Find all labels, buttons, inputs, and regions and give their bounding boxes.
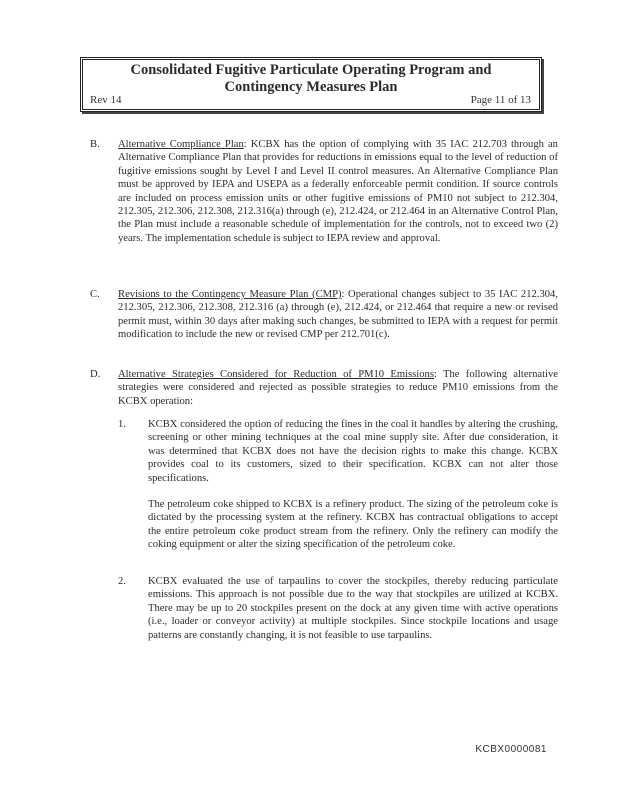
section-b	[90, 138, 558, 245]
list-item-1	[118, 418, 558, 552]
list-item-body	[148, 575, 558, 642]
section-text: : Operational changes subject to 35 IAC 212.304, 212.305, 212.306, 212.308, 212.316 (a) through (e), 212.424, or 212.464 that require a new or revised permit must, within 30 days after making such changes, be submitted to IEPA with a request for permit modification to include the new or revised CMP per 212.701(c).	[118, 289, 558, 341]
list-item-body	[148, 418, 558, 552]
section-heading: Alternative Compliance Plan	[118, 139, 244, 150]
section-letter: C.	[90, 289, 100, 300]
section-body	[118, 368, 558, 408]
section-heading: Alternative Strategies Considered for Reduction of PM10 Emissions	[118, 369, 434, 380]
document-header	[80, 57, 542, 112]
section-letter: D.	[90, 369, 101, 380]
list-item-number: 2.	[118, 576, 126, 587]
section-body	[118, 138, 558, 245]
list-item-paragraph: The petroleum coke shipped to KCBX is a refinery product. The sizing of the petroleum coke is dictated by the processing system at the refinery. KCBX has contractual obligations to accept the entire petroleum coke product stream from the refinery. Only the refinery can modify the coking equipment or alter the sizing specification of the petroleum coke.	[148, 499, 558, 551]
section-d	[90, 368, 558, 408]
revision-label: Rev 14	[90, 94, 122, 106]
title-line-1: Consolidated Fugitive Particulate Operating Program and	[130, 62, 492, 78]
list-item-paragraph: KCBX evaluated the use of tarpaulins to cover the stockpiles, thereby reducing particulate emissions. This approach is not possible due to the way that stockpiles are utilized at KCBX. There may be up to 20 stockpiles present on the dock at any given time with active operations (i.e., loader or conveyor activity) at multiple stockpiles. Since stockpile locations and usage patterns are constantly changing, it is not feasible to use tarpaulins.	[148, 576, 558, 641]
page-number: Page 11 of 13	[470, 94, 531, 106]
list-item-2	[118, 575, 558, 642]
section-letter: B.	[90, 139, 100, 150]
section-text: : The following alternative strategies were considered and rejected as possible strategies to reduce PM10 emissions from the KCBX operation:	[118, 369, 558, 407]
list-item-number: 1.	[118, 419, 126, 430]
title-line-2: Contingency Measures Plan	[224, 79, 398, 95]
section-text: : KCBX has the option of complying with 35 IAC 212.703 through an Alternative Compliance Plan that provides for reductions in emissions equal to the level of reduction of fugitive emissions sought by Level I and Level II control measures. An Alternative Compliance Plan must be approved by IEPA and USEPA as a federally enforceable permit condition. If source controls are included on process emission units or other fugitive emissions of PM10 not subject to 212.304, 212.305, 212.306, 212.308, 212.316(a) through (e), 212.424, or 212.464 in an Alternative Control Plan, the Plan must include a reasonable schedule of implementation for the controls, not to exceed two (2) years. The implementation schedule is subject to IEPA review and approval.	[118, 139, 558, 244]
section-heading: Revisions to the Contingency Measure Plan (CMP)	[118, 289, 342, 300]
section-c	[90, 288, 558, 342]
list-item-paragraph: KCBX considered the option of reducing the fines in the coal it handles by altering the crushing, screening or other mining techniques at the coal mine supply site. After due consideration, it was determined that KCBX does not have the decision rights to make this change. KCBX provides coal to its customers, sized to their specification. KCBX can not alter those specifications.	[148, 419, 558, 484]
bates-number: KCBX0000081	[475, 744, 547, 755]
document-title	[83, 62, 539, 96]
section-body	[118, 288, 558, 342]
